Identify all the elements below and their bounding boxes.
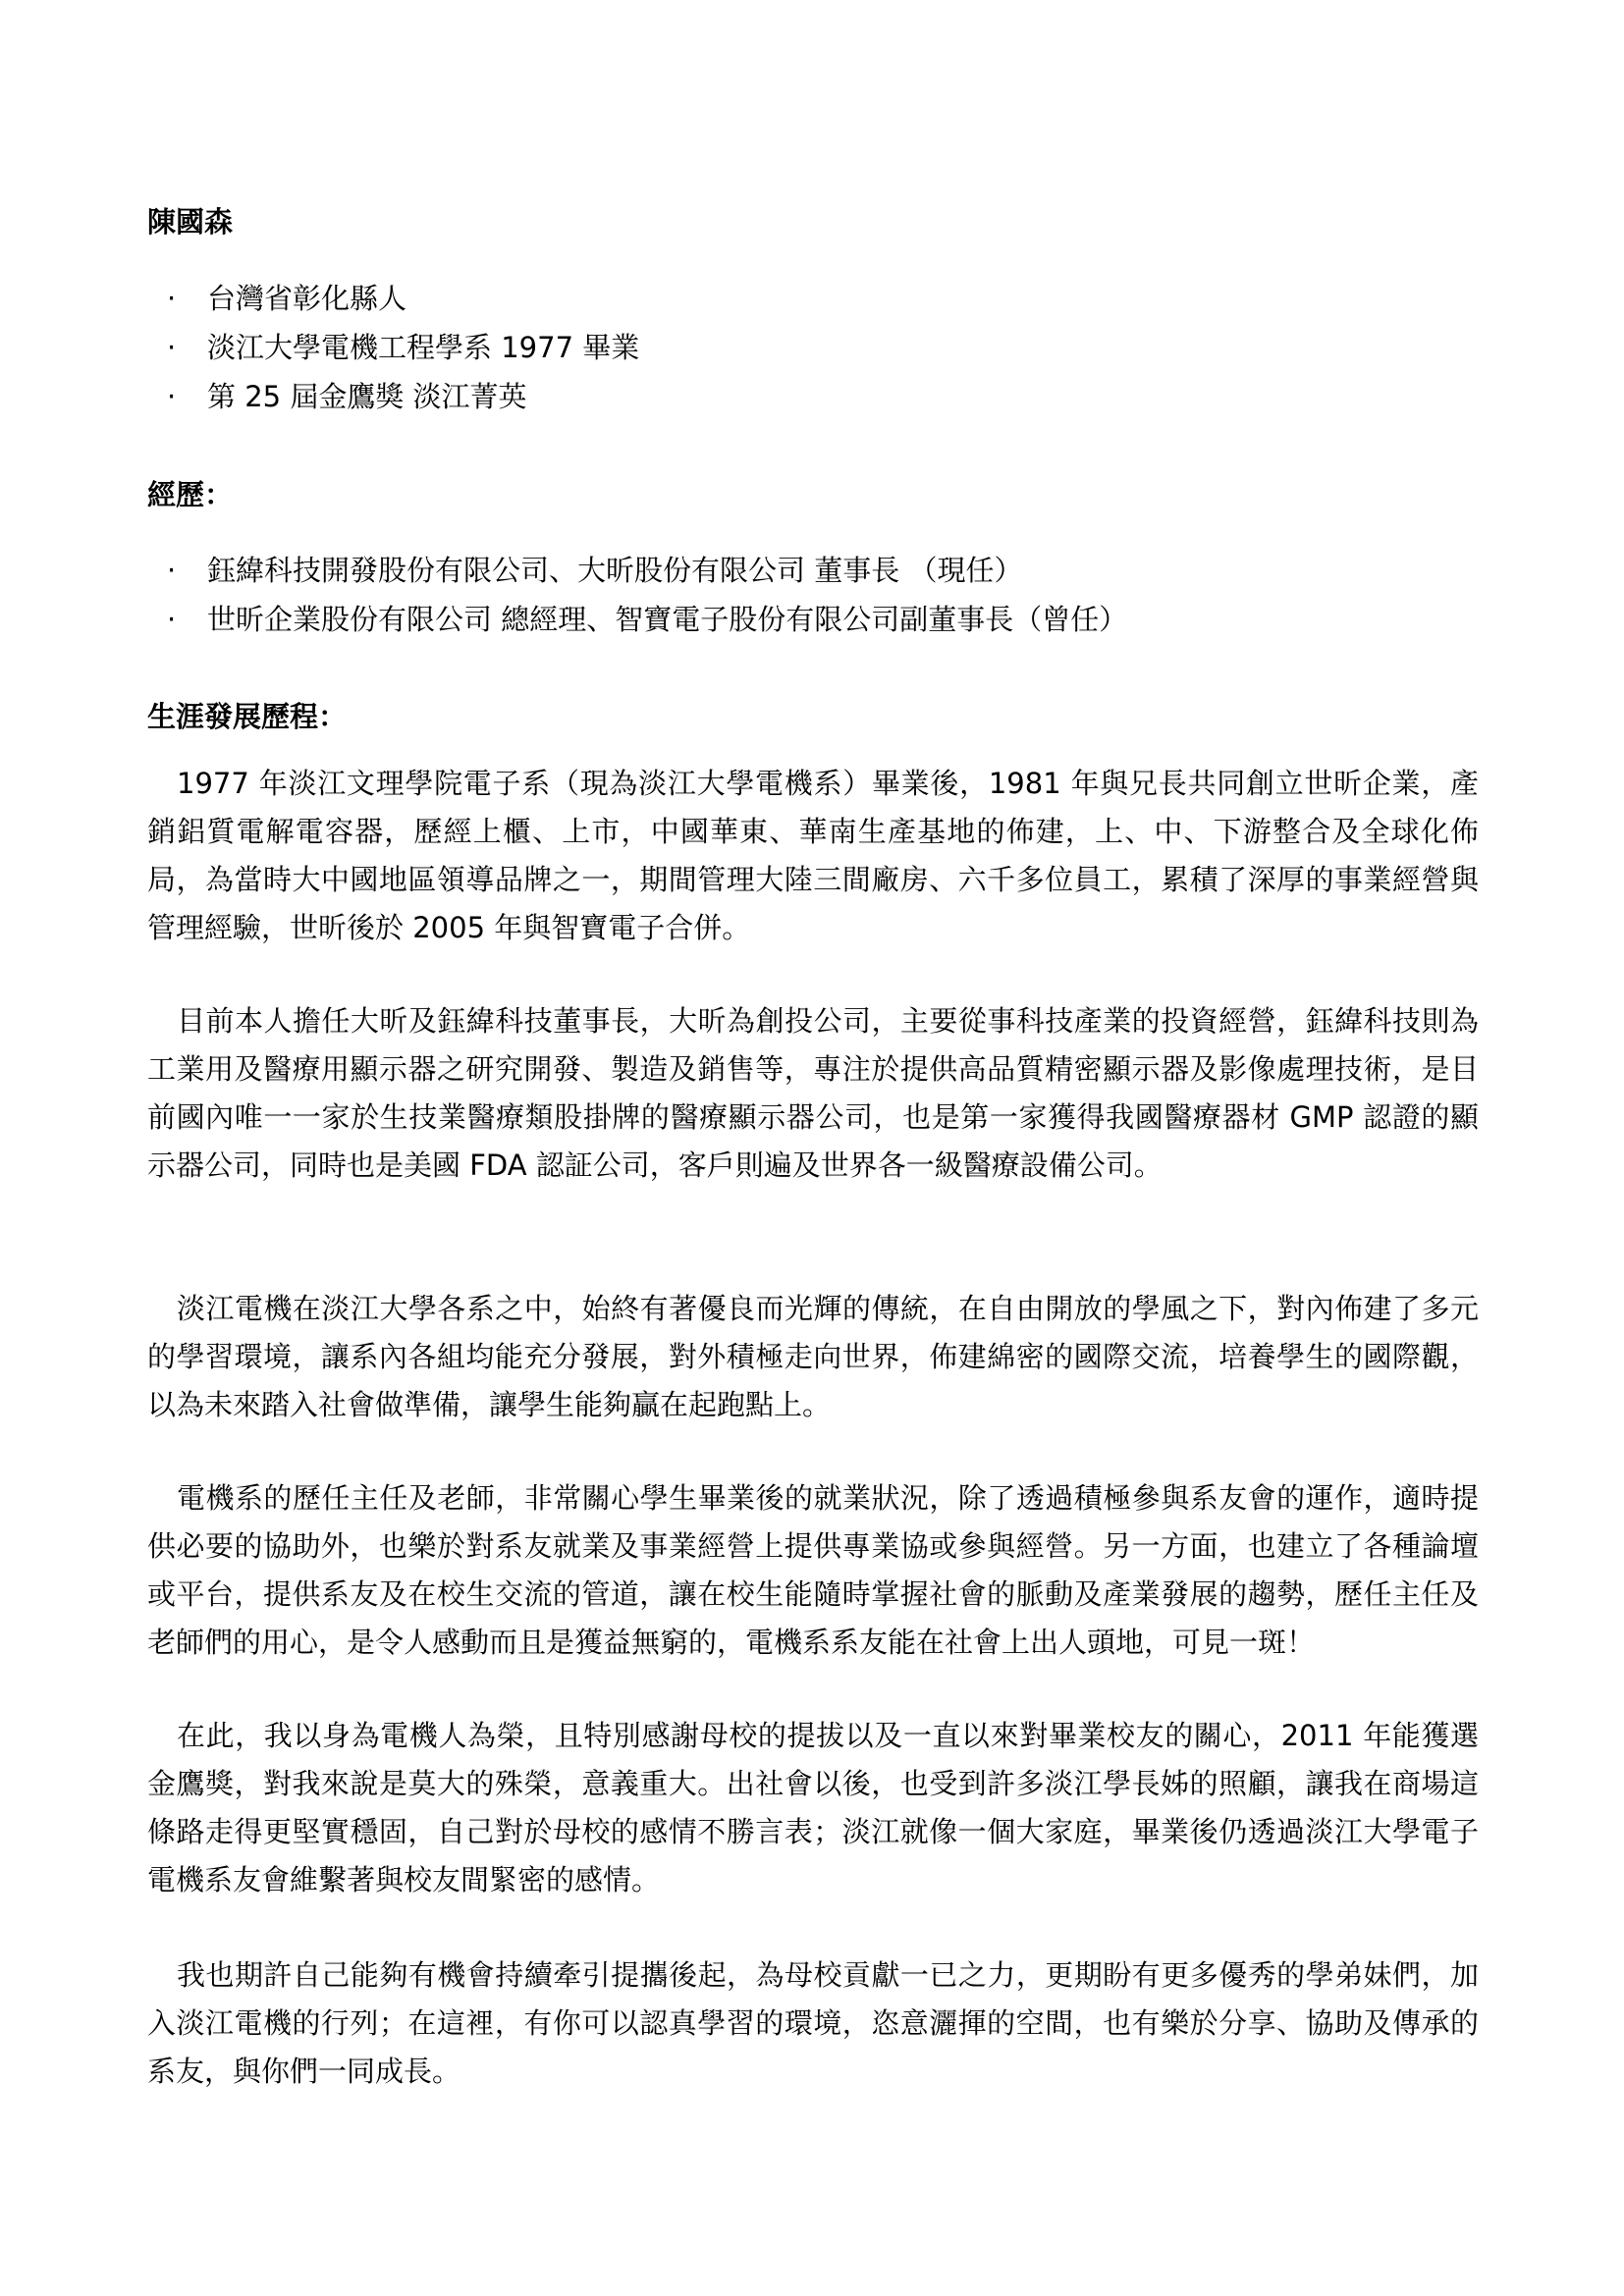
bullet-text: 淡江大學電機工程學系 1977 畢業 bbox=[207, 331, 640, 364]
person-name: 陳國森 bbox=[147, 205, 234, 239]
career-heading: 生涯發展歷程： bbox=[147, 700, 348, 733]
bullet-marker: · bbox=[167, 282, 177, 315]
bullet-marker: · bbox=[167, 331, 177, 364]
career-paragraph: 我也期許自己能夠有機會持續牽引提攜後起，為母校貢獻一已之力，更期盼有更多優秀的學弟妹們，加入淡江電機的行列；在這裡，有你可以認真學習的環境，恣意灑揮的空間，也有樂於分享、協助及傳承的系友，與你們一同成長。 bbox=[147, 1958, 1479, 2088]
experience-heading: 經歷： bbox=[147, 478, 234, 511]
bullet-marker: · bbox=[167, 603, 177, 636]
bullet-text: 世昕企業股份有限公司 總經理、智寶電子股份有限公司副董事長（曾任） bbox=[207, 603, 1128, 636]
bullet-marker: · bbox=[167, 554, 177, 587]
bullet-text: 鈺緯科技開發股份有限公司、大昕股份有限公司 董事長 （現任） bbox=[207, 554, 1023, 587]
bullet-text: 第 25 屆金鷹獎 淡江菁英 bbox=[207, 380, 527, 413]
career-paragraph: 在此，我以身為電機人為榮，且特別感謝母校的提拔以及一直以來對畢業校友的關心，2011 年能獲選金鷹獎，對我來說是莫大的殊榮，意義重大。出社會以後，也受到許多淡江學長姊的照顧，讓我在商場這條路走得更堅實穩固，自己對於母校的感情不勝言表；淡江就像一個大家庭，畢業後仍透過淡江大學電子電機系友會維繫著與校友間緊密的感情。 bbox=[147, 1719, 1479, 1896]
career-paragraph: 電機系的歷任主任及老師，非常關心學生畢業後的就業狀況，除了透過積極參與系友會的運作，適時提供必要的協助外，也樂於對系友就業及事業經營上提供專業協或參與經營。另一方面，也建立了各種論壇或平台，提供系友及在校生交流的管道，讓在校生能隨時掌握社會的脈動及產業發展的趨勢，歷任主任及老師們的用心，是令人感動而且是獲益無窮的，電機系系友能在社會上出人頭地，可見一斑！ bbox=[147, 1481, 1479, 1659]
career-paragraph: 淡江電機在淡江大學各系之中，始終有著優良而光輝的傳統，在自由開放的學風之下，對內佈建了多元的學習環境，讓系內各組均能充分發展，對外積極走向世界，佈建綿密的國際交流，培養學生的國際觀，以為未來踏入社會做準備，讓學生能夠贏在起跑點上。 bbox=[147, 1292, 1479, 1421]
career-paragraph: 1977 年淡江文理學院電子系（現為淡江大學電機系）畢業後，1981 年與兄長共同創立世昕企業，產銷鋁質電解電容器，歷經上櫃、上市，中國華東、華南生產基地的佈建，上、中、下游整合及全球化佈局，為當時大中國地區領導品牌之一，期間管理大陸三間廠房、六千多位員工，累積了深厚的事業經營與管理經驗，世昕後於 2005 年與智寶電子合併。 bbox=[147, 767, 1479, 944]
bullet-text: 台灣省彰化縣人 bbox=[207, 282, 407, 315]
bullet-marker: · bbox=[167, 380, 177, 413]
career-paragraph: 目前本人擔任大昕及鈺緯科技董事長，大昕為創投公司，主要從事科技產業的投資經營，鈺緯科技則為工業用及醫療用顯示器之研究開發、製造及銷售等，專注於提供高品質精密顯示器及影像處理技術，是目前國內唯一一家於生技業醫療類股掛牌的醫療顯示器公司，也是第一家獲得我國醫療器材 GMP 認證的顯示器公司，同時也是美國 FDA 認証公司，客戶則遍及世界各一級醫療設備公司。 bbox=[147, 1004, 1479, 1182]
